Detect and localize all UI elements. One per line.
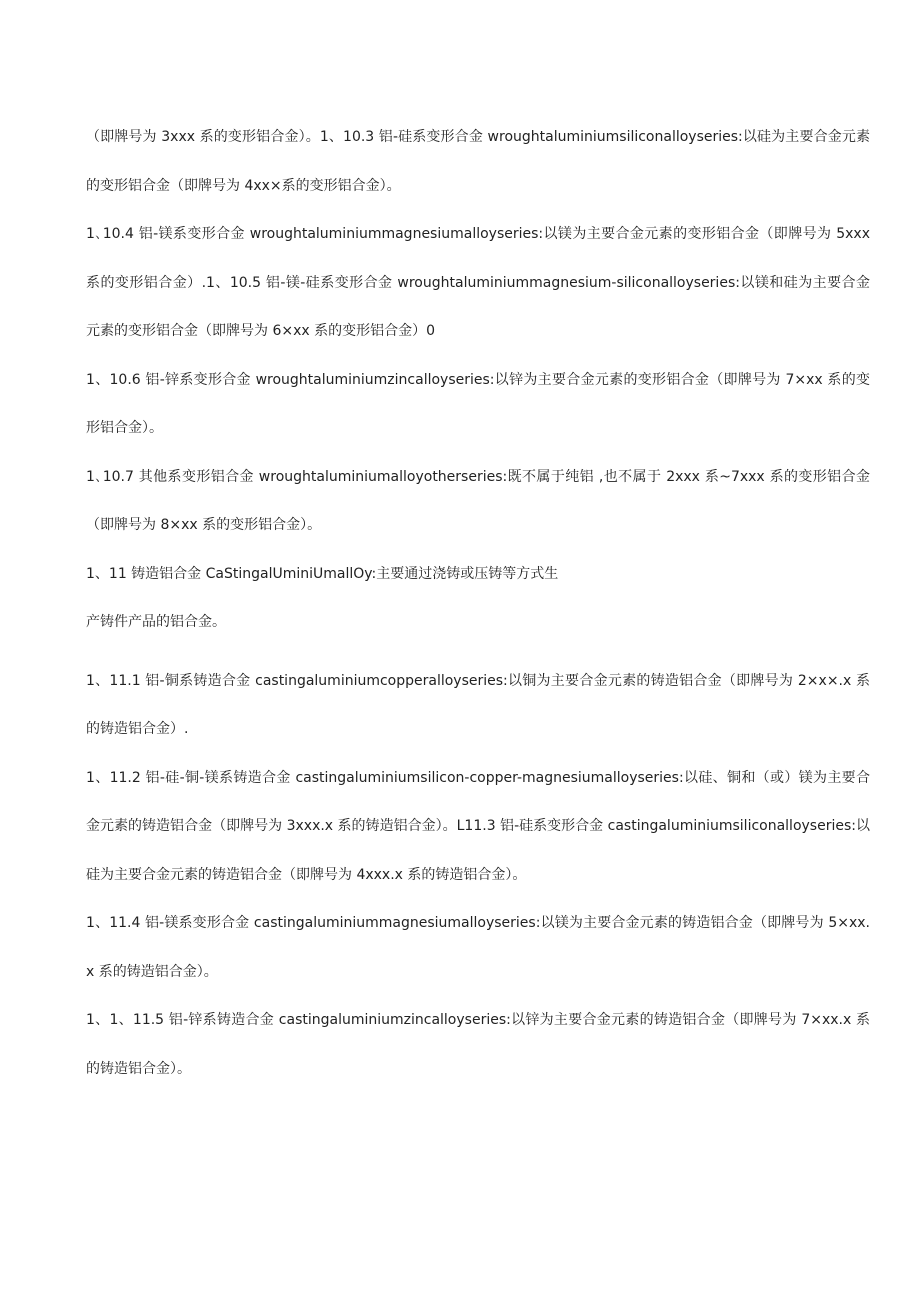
paragraph-10-7: 1､10.7 其他系变形铝合金 wroughtaluminiumalloyotherseries:既不属于纯铝 ,也不属于 2xxx 系~7xxx 系的变形铝合金（即牌号为 8×xx 系的变形铝合金）。 xyxy=(86,468,870,533)
paragraph-10-3: （即牌号为 3xxx 系的变形铝合金）。1、10.3 铝-硅系变形合金 wroughtaluminiumsiliconalloyseries:以硅为主要合金元素的变形铝合金（即牌号为 4xx×系的变形铝合金）。 xyxy=(86,129,870,194)
paragraph-11-2-11-3: 1、11.2 铝-硅-铜-镁系铸造合金 castingaluminiumsilicon-copper-magnesiumalloyseries:以硅、铜和（或）镁为主要合金元素的铸造铝合金（即牌号为 3xxx.x 系的铸造铝合金）。L11.3 铝-硅系变形合金 castingaluminiumsiliconalloyseries:以硅为主要合金元素的铸造铝合金（即牌号为 4xxx.x 系的铸造铝合金）。 xyxy=(86,769,870,883)
paragraph-11-heading: 1、11 铸造铝合金 CaStingalUminiUmallOy:主要通过浇铸或压铸等方式生 xyxy=(86,565,559,582)
paragraph-11-continuation: 产铸件产品的铝合金。 xyxy=(86,614,226,630)
document-body xyxy=(86,113,870,1093)
paragraph-11-5: 1、1、11.5 铝-锌系铸造合金 castingaluminiumzincalloyseries:以锌为主要合金元素的铸造铝合金（即牌号为 7×xx.x 系的铸造铝合金）。 xyxy=(86,1012,870,1077)
paragraph-10-4-10-5: 1､10.4 铝-镁系变形合金 wroughtaluminiummagnesiumalloyseries:以镁为主要合金元素的变形铝合金（即牌号为 5xxx 系的变形铝合金）.1、10.5 铝-镁-硅系变形合金 wroughtaluminiummagnesium-siliconalloyseries:以镁和硅为主要合金元素的变形铝合金（即牌号为 6×xx 系的变形铝合金）0 xyxy=(86,226,870,339)
paragraph-10-6: 1、10.6 铝-锌系变形合金 wroughtaluminiumzincalloyseries:以锌为主要合金元素的变形铝合金（即牌号为 7×xx 系的变形铝合金）。 xyxy=(86,371,870,436)
paragraph-11-4: 1、11.4 铝-镁系变形合金 castingaluminiummagnesiumalloyseries:以镁为主要合金元素的铸造铝合金（即牌号为 5×xx.x 系的铸造铝合金）。 xyxy=(86,915,870,980)
paragraph-11-1: 1、11.1 铝-铜系铸造合金 castingaluminiumcopperalloyseries:以铜为主要合金元素的铸造铝合金（即牌号为 2×x×.x 系的铸造铝合金）. xyxy=(86,672,870,737)
